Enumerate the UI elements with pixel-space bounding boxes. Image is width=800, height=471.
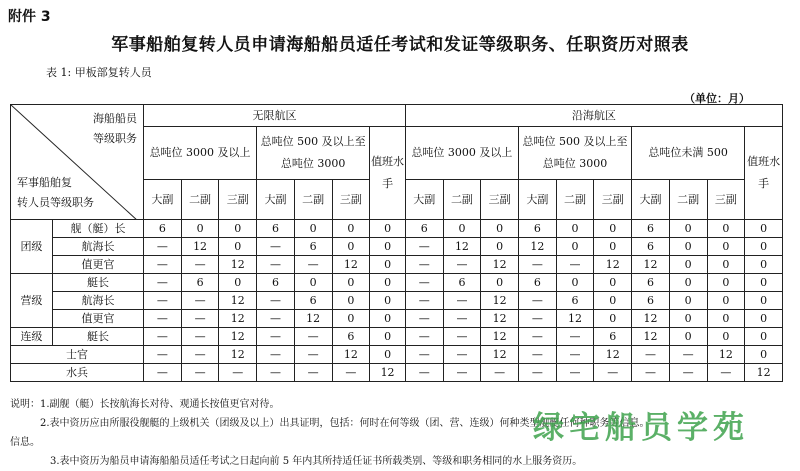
value-cell: 6 [257, 220, 295, 238]
value-cell: 0 [669, 292, 707, 310]
value-cell: 0 [745, 220, 783, 238]
value-cell: — [294, 328, 332, 346]
value-cell: 0 [707, 292, 745, 310]
row-role: 舰（艇）长 [52, 220, 143, 238]
value-cell: 0 [669, 256, 707, 274]
value-cell: 0 [669, 274, 707, 292]
rank-third-mate: 三副 [332, 180, 370, 220]
row-role: 值更官 [52, 310, 143, 328]
table-row [11, 274, 783, 292]
group-coastal-3000: 总吨位 3000 及以上 [405, 127, 518, 180]
value-cell: 12 [594, 346, 632, 364]
value-cell: 6 [519, 274, 557, 292]
value-cell: — [632, 364, 670, 382]
rank-second-mate: 二副 [181, 180, 219, 220]
value-cell: 0 [594, 220, 632, 238]
corner-bottom-line-1: 军事船舶复 [17, 176, 72, 189]
value-cell: 0 [370, 220, 406, 238]
value-cell: 0 [669, 328, 707, 346]
value-cell: — [405, 310, 443, 328]
value-cell: — [144, 238, 182, 256]
row-role: 值更官 [52, 256, 143, 274]
value-cell: 0 [594, 238, 632, 256]
value-cell: 12 [219, 328, 257, 346]
value-cell: 0 [707, 256, 745, 274]
value-cell: 0 [669, 220, 707, 238]
value-cell: — [443, 364, 481, 382]
value-cell: — [257, 256, 295, 274]
value-cell: — [257, 364, 295, 382]
value-cell: 0 [745, 238, 783, 256]
value-cell: 0 [370, 256, 406, 274]
value-cell: 12 [219, 256, 257, 274]
row-group: 营级 [11, 274, 53, 328]
value-cell: — [144, 274, 182, 292]
value-cell: 0 [745, 346, 783, 364]
value-cell: 0 [332, 220, 370, 238]
row-group: 团级 [11, 220, 53, 274]
rank-chief-mate: 大副 [257, 180, 295, 220]
value-cell: 12 [370, 364, 406, 382]
value-cell: 12 [481, 292, 519, 310]
value-cell: — [405, 364, 443, 382]
value-cell: 12 [219, 292, 257, 310]
value-cell: — [144, 364, 182, 382]
value-cell: — [144, 328, 182, 346]
value-cell: 0 [443, 220, 481, 238]
table-row [11, 328, 783, 346]
table-subtitle: 表 1: 甲板部复转人员 [46, 66, 152, 79]
value-cell: — [405, 292, 443, 310]
rank-chief-mate: 大副 [519, 180, 557, 220]
row-role: 士官 [11, 346, 144, 364]
rank-chief-mate: 大副 [405, 180, 443, 220]
value-cell: — [257, 346, 295, 364]
table-row [11, 238, 783, 256]
value-cell: — [443, 292, 481, 310]
value-cell: 0 [370, 328, 406, 346]
corner-header-cell [11, 105, 144, 220]
value-cell: — [519, 346, 557, 364]
value-cell: 0 [745, 328, 783, 346]
rank-second-mate: 二副 [294, 180, 332, 220]
row-role: 艇长 [52, 274, 143, 292]
value-cell: 6 [632, 274, 670, 292]
value-cell: 12 [294, 310, 332, 328]
row-group: 连级 [11, 328, 53, 346]
table-row [11, 346, 783, 364]
value-cell: 0 [332, 238, 370, 256]
value-cell: — [556, 328, 594, 346]
value-cell: — [443, 256, 481, 274]
watch-sailor-unlimited: 值班水手 [370, 127, 406, 220]
row-role: 水兵 [11, 364, 144, 382]
value-cell: — [181, 346, 219, 364]
value-cell: 0 [745, 310, 783, 328]
comparison-table [10, 104, 783, 382]
value-cell: — [144, 310, 182, 328]
value-cell: — [294, 364, 332, 382]
value-cell: 0 [481, 274, 519, 292]
value-cell: 6 [294, 238, 332, 256]
value-cell: 6 [632, 292, 670, 310]
value-cell: 0 [332, 310, 370, 328]
value-cell: — [181, 364, 219, 382]
value-cell: — [332, 364, 370, 382]
value-cell: 0 [370, 346, 406, 364]
value-cell: 0 [594, 310, 632, 328]
value-cell: — [443, 328, 481, 346]
value-cell: 12 [481, 346, 519, 364]
corner-bottom-line-2: 转人员等级职务 [17, 196, 94, 209]
note-1: 说明：1.副舰（艇）长按航海长对待、观通长按值更官对待。 [10, 399, 280, 410]
page-title: 军事船舶复转人员申请海船船员适任考试和发证等级职务、任职资历对照表 [111, 35, 689, 55]
value-cell: 0 [556, 220, 594, 238]
value-cell: — [405, 238, 443, 256]
value-cell: — [181, 292, 219, 310]
value-cell: 0 [745, 292, 783, 310]
value-cell: — [144, 256, 182, 274]
table-body [11, 220, 783, 382]
value-cell: — [181, 310, 219, 328]
group-unlimited-3000: 总吨位 3000 及以上 [144, 127, 257, 180]
value-cell: 0 [556, 238, 594, 256]
value-cell: — [519, 292, 557, 310]
value-cell: — [405, 274, 443, 292]
value-cell: 12 [481, 256, 519, 274]
value-cell: — [257, 292, 295, 310]
value-cell: 6 [632, 220, 670, 238]
value-cell: 6 [632, 238, 670, 256]
value-cell: 12 [594, 256, 632, 274]
value-cell: 12 [332, 346, 370, 364]
value-cell: — [519, 328, 557, 346]
rank-second-mate: 二副 [556, 180, 594, 220]
table-row [11, 310, 783, 328]
unit-label: （单位：月） [684, 92, 750, 105]
value-cell: — [219, 364, 257, 382]
value-cell: 0 [669, 310, 707, 328]
value-cell: 6 [443, 274, 481, 292]
value-cell: 12 [632, 256, 670, 274]
corner-top-line-2: 等级职务 [93, 132, 138, 145]
value-cell: 6 [294, 292, 332, 310]
value-cell: 12 [481, 310, 519, 328]
note-2-continued: 信息。 [10, 437, 40, 448]
value-cell: 0 [707, 310, 745, 328]
value-cell: — [294, 346, 332, 364]
value-cell: 6 [144, 220, 182, 238]
value-cell: — [707, 364, 745, 382]
row-role: 航海长 [52, 238, 143, 256]
value-cell: — [257, 328, 295, 346]
value-cell: 0 [219, 220, 257, 238]
row-role: 艇长 [52, 328, 143, 346]
value-cell: 0 [370, 238, 406, 256]
value-cell: — [632, 346, 670, 364]
rank-chief-mate: 大副 [144, 180, 182, 220]
corner-top-line-1: 海船船员 [93, 112, 138, 125]
value-cell: 0 [707, 238, 745, 256]
value-cell: — [257, 310, 295, 328]
value-cell: 0 [370, 310, 406, 328]
value-cell: 6 [332, 328, 370, 346]
value-cell: 0 [669, 238, 707, 256]
value-cell: 0 [370, 292, 406, 310]
value-cell: — [594, 364, 632, 382]
value-cell: 0 [219, 238, 257, 256]
value-cell: — [443, 310, 481, 328]
value-cell: 0 [332, 274, 370, 292]
value-cell: — [669, 364, 707, 382]
value-cell: 0 [370, 274, 406, 292]
value-cell: 0 [707, 274, 745, 292]
area-unlimited-header: 无限航区 [144, 105, 406, 127]
rank-second-mate: 二副 [669, 180, 707, 220]
rank-third-mate: 三副 [219, 180, 257, 220]
value-cell: 12 [332, 256, 370, 274]
value-cell: 12 [181, 238, 219, 256]
value-cell: 12 [632, 310, 670, 328]
value-cell: 6 [405, 220, 443, 238]
value-cell: — [144, 346, 182, 364]
table-row [11, 292, 783, 310]
watch-sailor-coastal: 值班水手 [745, 127, 783, 220]
rank-third-mate: 三副 [594, 180, 632, 220]
value-cell: 0 [745, 256, 783, 274]
rank-third-mate: 三副 [707, 180, 745, 220]
value-cell: — [556, 346, 594, 364]
value-cell: 0 [294, 220, 332, 238]
group-coastal-500-3000: 总吨位 500 及以上至总吨位 3000 [519, 127, 632, 180]
value-cell: 0 [745, 274, 783, 292]
value-cell: — [144, 292, 182, 310]
value-cell: — [669, 346, 707, 364]
area-coastal-header: 沿海航区 [405, 105, 782, 127]
value-cell: 0 [594, 292, 632, 310]
value-cell: — [443, 346, 481, 364]
value-cell: 12 [443, 238, 481, 256]
attachment-label: 附件 3 [8, 9, 51, 25]
watermark-logo: 绿宅船员学苑 [533, 410, 749, 446]
value-cell: 0 [481, 220, 519, 238]
value-cell: 12 [219, 346, 257, 364]
value-cell: — [556, 256, 594, 274]
corner-bottom-text [17, 173, 94, 213]
value-cell: 0 [181, 220, 219, 238]
value-cell: 12 [519, 238, 557, 256]
value-cell: — [405, 256, 443, 274]
value-cell: — [294, 256, 332, 274]
note-3: 3.表中资历为船员申请海船船员适任考试之日起向前 5 年内其所持适任证书所载类别、等级和职务相同的水上服务资历。 [50, 456, 583, 467]
value-cell: — [405, 346, 443, 364]
value-cell: 0 [481, 238, 519, 256]
value-cell: 12 [481, 328, 519, 346]
value-cell: 6 [556, 292, 594, 310]
table-row [11, 256, 783, 274]
value-cell: 6 [594, 328, 632, 346]
group-coastal-under-500: 总吨位未满 500 [632, 127, 745, 180]
value-cell: — [481, 364, 519, 382]
value-cell: 12 [745, 364, 783, 382]
value-cell: 12 [219, 310, 257, 328]
value-cell: — [181, 256, 219, 274]
value-cell: 12 [556, 310, 594, 328]
rank-second-mate: 二副 [443, 180, 481, 220]
value-cell: — [257, 238, 295, 256]
value-cell: 6 [257, 274, 295, 292]
value-cell: 0 [556, 274, 594, 292]
value-cell: — [405, 328, 443, 346]
rank-chief-mate: 大副 [632, 180, 670, 220]
corner-top-text [93, 109, 137, 149]
value-cell: — [181, 328, 219, 346]
value-cell: 0 [594, 274, 632, 292]
value-cell: — [519, 364, 557, 382]
value-cell: 12 [632, 328, 670, 346]
value-cell: 0 [219, 274, 257, 292]
value-cell: — [556, 364, 594, 382]
value-cell: — [519, 256, 557, 274]
rank-third-mate: 三副 [481, 180, 519, 220]
value-cell: — [519, 310, 557, 328]
value-cell: 0 [294, 274, 332, 292]
value-cell: 12 [707, 346, 745, 364]
group-unlimited-500-3000: 总吨位 500 及以上至总吨位 3000 [257, 127, 370, 180]
note-2: 2.表中资历应由所服役舰艇的上级机关（团级及以上）出具证明，包括：何时在何等级（团、营、连级）何种类型舰艇任何种职务等信息。 [40, 418, 650, 429]
row-role: 航海长 [52, 292, 143, 310]
value-cell: 0 [707, 220, 745, 238]
table-row [11, 364, 783, 382]
value-cell: 0 [707, 328, 745, 346]
value-cell: 6 [519, 220, 557, 238]
value-cell: 6 [181, 274, 219, 292]
value-cell: 0 [332, 292, 370, 310]
table-row [11, 220, 783, 238]
